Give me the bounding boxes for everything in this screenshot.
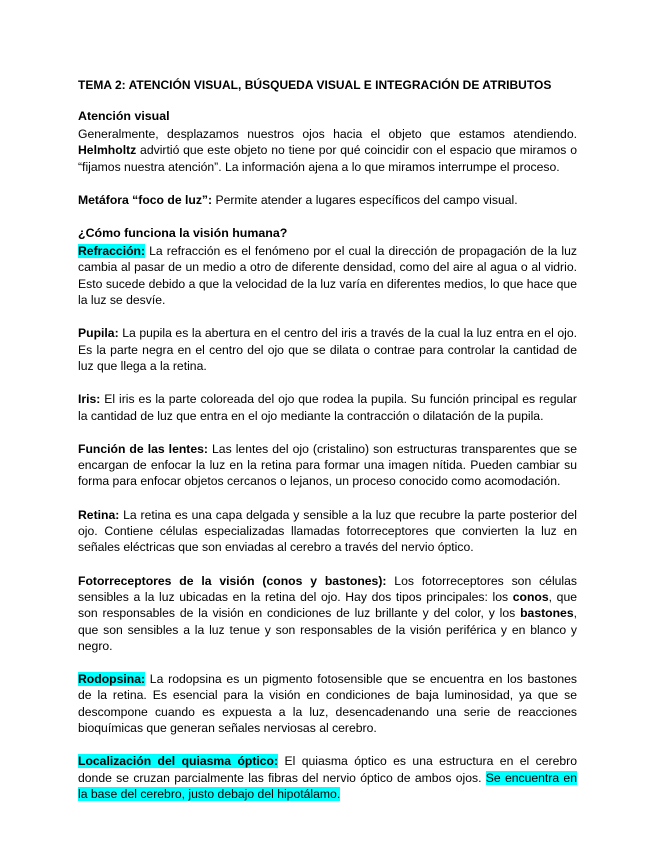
rodopsina-term: Rodopsina: [78,672,146,687]
bastones-term: bastones [520,606,574,621]
iris-text: El iris es la parte coloreada del ojo que rodea la pupila. Su función principal es regular la cantidad de luz que entra en el ojo mediante la contracción o dilatación de la pupila. [78,392,577,423]
fotorreceptores-term: Fotorreceptores de la visión (conos y bastones): [78,573,387,588]
paragraph-metafora [78,192,577,208]
pupila-text: La pupila es la abertura en el centro del iris a través de la cual la luz entra en el ojo. Es la parte negra en el centro del ojo que se dilata o contrae para controlar la cantidad de luz que llega a la retina. [78,326,577,373]
paragraph-retina [78,507,577,556]
rodopsina-text: La rodopsina es un pigmento fotosensible que se encuentra en los bastones de la retina. Es esencial para la visión en condiciones de baja luminosidad, ya que se descompone cuando es expuesta a la luz, desencadenando una serie de reacciones bioquímicas que generan señales nerviosas al cerebro. [78,672,577,736]
paragraph-iris [78,391,577,424]
pupila-term: Pupila: [78,326,119,341]
atencion-text-b: advirtió que este objeto no tiene por qué coincidir con el espacio que miramos o “fijamos nuestra atención”. La información ajena a lo que miramos interrumpe el proceso. [78,143,577,174]
retina-text: La retina es una capa delgada y sensible a la luz que recubre la parte posterior del ojo. Contiene células especializadas llamadas fotorreceptores que convierten la luz en señales eléctricas que son enviadas al cerebro a través del nervio óptico. [78,507,577,555]
metafora-term: Metáfora “foco de luz”: [78,192,213,207]
paragraph-rodopsina [78,671,577,736]
refraccion-term: Refracción: [78,244,146,259]
lentes-term: Función de las lentes: [78,441,208,456]
paragraph-pupila [78,325,577,374]
document-title: TEMA 2: ATENCIÓN VISUAL, BÚSQUEDA VISUAL E INTEGRACIÓN DE ATRIBUTOS [78,78,552,92]
paragraph-atencion-visual [78,126,577,175]
paragraph-fotorreceptores [78,573,577,654]
iris-term: Iris: [78,392,101,407]
fotorreceptores-text-b: , que son responsables de la visión en condiciones de luz brillante y del color, y los [78,589,577,621]
helmholtz-term: Helmholtz [78,143,137,158]
lentes-text: Las lentes del ojo (cristalino) son estructuras transparentes que se encargan de enfocar la luz en la retina para formar una imagen nítida. Pueden cambiar su forma para enfocar objetos cercanos o lejanos, un proceso conocido como acomodación. [78,441,577,489]
conos-term: conos [512,589,549,604]
atencion-text-a: Generalmente, desplazamos nuestros ojos hacia el objeto que estamos atendiendo. [78,127,577,141]
quiasma-highlight: Se encuentra en la base del cerebro, justo debajo del hipotálamo. [78,770,577,801]
paragraph-refraccion [78,243,577,308]
quiasma-term: Localización del quiasma óptico: [78,754,279,769]
heading-vision-humana: ¿Cómo funciona la visión humana? [78,226,288,241]
metafora-text: Permite atender a lugares específicos del campo visual. [212,192,518,207]
paragraph-quiasma [78,753,577,802]
paragraph-lentes [78,441,577,490]
fotorreceptores-text-a: Los fotorreceptores son células sensibles a la luz ubicadas en la retina del ojo. Hay dos tipos principales: los [78,573,578,604]
heading-atencion-visual: Atención visual [78,109,170,123]
quiasma-text: El quiasma óptico es una estructura en el cerebro donde se cruzan parcialmente las fibras del nervio óptico de ambos ojos. [78,754,577,785]
retina-term: Retina: [78,507,120,522]
refraccion-text: La refracción es el fenómeno por el cual la dirección de propagación de la luz cambia al pasar de un medio a otro de diferente densidad, como del aire al agua o al vidrio. Esto sucede debido a que la velocidad de la luz varía en diferentes medios, lo que hace que la luz se desvíe. [78,244,577,308]
fotorreceptores-text-c: , que son sensibles a la luz tenue y son responsables de la visión periférica y en blanco y negro. [78,606,577,653]
